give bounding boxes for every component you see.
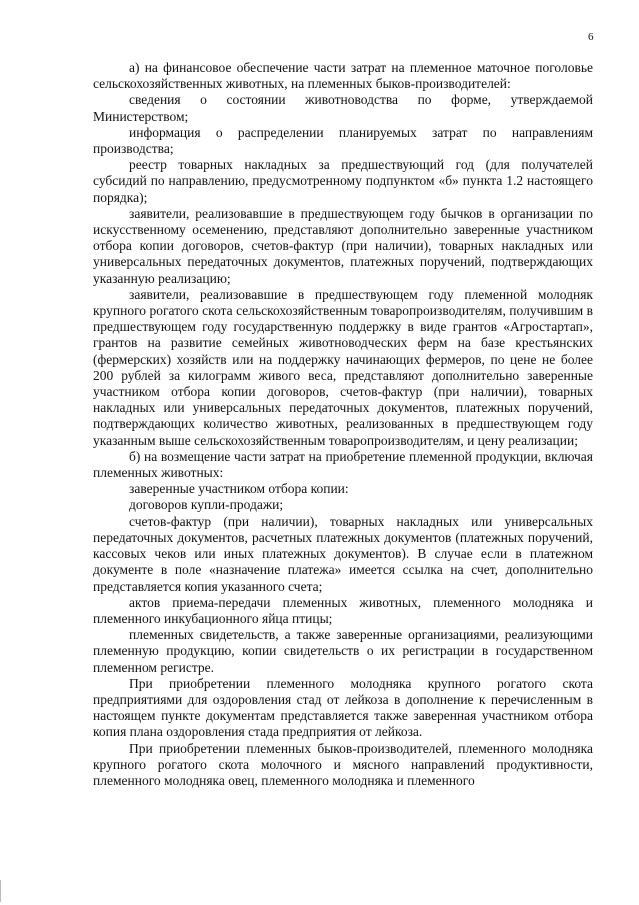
paragraph: договоров купли-продажи;: [129, 497, 284, 513]
paragraph: заявители, реализовавшие в предшествующем году племенной молодняк крупного рогатого скота сельскохозяйственным товаропроизводителям, получившим в предшествующем году государственную поддержку в виде грантов «Агростартап», грантов на развитие семейных животноводческих ферм на базе крестьянских (фермерских) хозяйств или на поддержку начинающих фермеров, по цене не более 200 рублей за килограмм живого веса, представляют дополнительно заверенные участником отбора копии договоров, счетов-фактур (при наличии), товарных накладных или универсальных передаточных документов, платежных поручений, подтверждающих количество животных, реализованных в предшествующем году указанным выше сельскохозяйственным товаропроизводителям, и цену реализации;: [93, 286, 593, 448]
paragraph: б) на возмещение части затрат на приобретение племенной продукции, включая племенных животных:: [93, 448, 593, 481]
paragraph: При приобретении племенного молодняка крупного рогатого скота предприятиями для оздоровления стад от лейкоза в дополнение к перечисленным в настоящем пункте документам представляется также заверенная участником отбора копия плана оздоровления стада предприятия от лейкоза.: [93, 675, 593, 740]
scan-edge-mark: [0, 880, 7, 902]
paragraph: заверенные участником отбора копии:: [129, 481, 349, 497]
paragraph: счетов-фактур (при наличии), товарных накладных или универсальных передаточных документов, расчетных платежных документов (платежных поручений, кассовых чеков или иных платежных документов). В случае если в платежном документе в поле «назначение платежа» имеется ссылка на счет, дополнительно представляется копия указанного счета;: [93, 513, 593, 594]
paragraph: При приобретении племенных быков-производителей, племенного молодняка крупного рогатого скота молочного и мясного направлений продуктивности, племенного молодняка овец, племенного молодняка и племенного: [93, 740, 593, 788]
document-body: [93, 60, 593, 789]
paragraph: сведения о состоянии животноводства по форме, утверждаемой Министерством;: [93, 92, 593, 124]
paragraph: заявители, реализовавшие в предшествующем году бычков в организации по искусственному осеменению, представляют дополнительно заверенные участником отбора копии договоров, счетов-фактур (при наличии), товарных накладных или универсальных передаточных документов, платежных поручений, подтверждающих указанную реализацию;: [93, 205, 593, 286]
paragraph: а) на финансовое обеспечение части затрат на племенное маточное поголовье сельскохозяйственных животных, на племенных быков-производителей:: [93, 60, 593, 92]
paragraph: племенных свидетельств, а также заверенные организациями, реализующими племенную продукцию, копии свидетельств о их регистрации в государственном племенном регистре.: [93, 627, 593, 675]
paragraph: информация о распределении планируемых затрат по направлениям производства;: [93, 124, 593, 157]
paragraph: актов приема-передачи племенных животных, племенного молодняка и племенного инкубационного яйца птицы;: [93, 594, 593, 626]
paragraph: реестр товарных накладных за предшествующий год (для получателей субсидий по направлению, предусмотренному подпунктом «б» пункта 1.2 настоящего порядка);: [93, 157, 593, 205]
page-number: 6: [588, 31, 594, 43]
